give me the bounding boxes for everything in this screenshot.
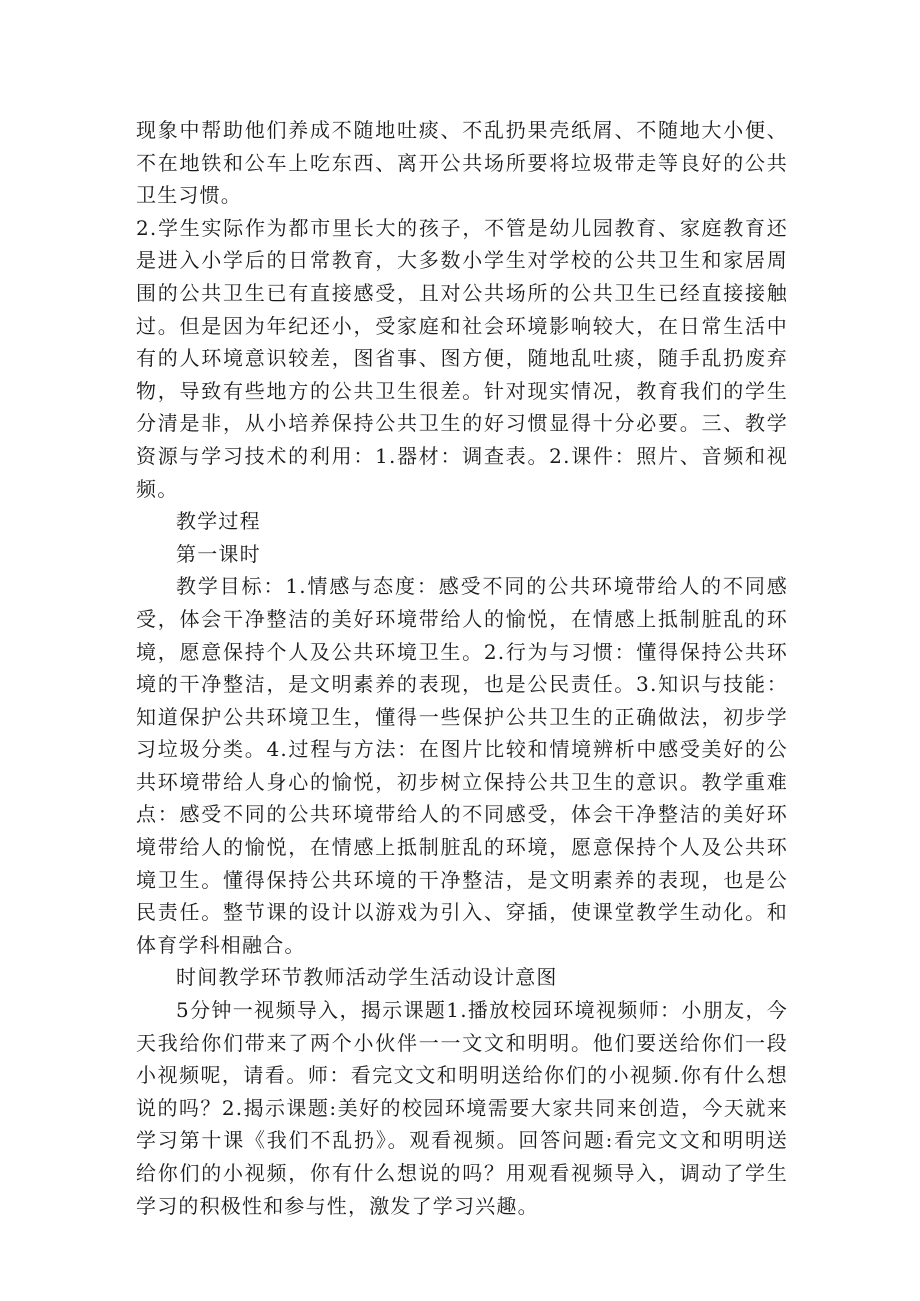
paragraph-hygiene-habits: 现象中帮助他们养成不随地吐痰、不乱扔果壳纸屑、不随地大小便、不在地铁和公车上吃东西、离开公共场所要将垃圾带走等良好的公共卫生习惯。 [136, 118, 788, 208]
heading-first-lesson: 第一课时 [176, 541, 261, 566]
paragraph-student-situation: 2.学生实际作为都市里长大的孩子，不管是幼儿园教育、家庭教育还是进入小学后的日常教育，大多数小学生对学校的公共卫生和家居周围的公共卫生已有直接感受，且对公共场所的公共卫生已经直接接触过。但是因为年纪还小，受家庭和社会环境影响较大，在日常生活中有的人环境意识较差，图省事、图方便，随地乱吐痰，随手乱扔废弃物，导致有些地方的公共卫生很差。针对现实情况，教育我们的学生分清是非，从小培养保持公共卫生的好习惯显得十分必要。三、教学资源与学习技术的利用：1.器材：调查表。2.课件：照片、音频和视频。 [136, 215, 788, 501]
paragraph-table-header: 时间教学环节教师活动学生活动设计意图 [176, 965, 558, 990]
paragraph-video-intro: 5分钟一视频导入，揭示课题1.播放校园环境视频师：小朋友，今天我给你们带来了两个小伙伴一一文文和明明。他们要送给你们一段小视频呢，请看。师：看完文文和明明送给你们的小视频.你有什么想说的吗？2.揭示课题:美好的校园环境需要大家共同来创造，今天就来学习第十课《我们不乱扔》。观看视频。回答问题:看完文文和明明送给你们的小视频，你有什么想说的吗？用观看视频导入，调动了学生学习的积极性和参与性，激发了学习兴趣。 [136, 998, 788, 1218]
document-body [136, 114, 788, 1222]
paragraph-teaching-goals: 教学目标：1.情感与态度：感受不同的公共环境带给人的不同感受，体会干净整洁的美好环境带给人的愉悦，在情感上抵制脏乱的环境，愿意保持个人及公共环境卫生。2.行为与习惯：懂得保持公共环境的干净整洁，是文明素养的表现，也是公民责任。3.知识与技能：知道保护公共环境卫生，懂得一些保护公共卫生的正确做法，初步学习垃圾分类。4.过程与方法：在图片比较和情境辨析中感受美好的公共环境带给人身心的愉悦，初步树立保持公共卫生的意识。教学重难点：感受不同的公共环境带给人的不同感受，体会干净整洁的美好环境带给人的愉悦，在情感上抵制脏乱的环境，愿意保持个人及公共环境卫生。懂得保持公共环境的干净整洁，是文明素养的表现，也是公民责任。整节课的设计以游戏为引入、穿插，使课堂教学生动化。和体育学科相融合。 [136, 574, 788, 957]
heading-teaching-process: 教学过程 [176, 509, 261, 534]
